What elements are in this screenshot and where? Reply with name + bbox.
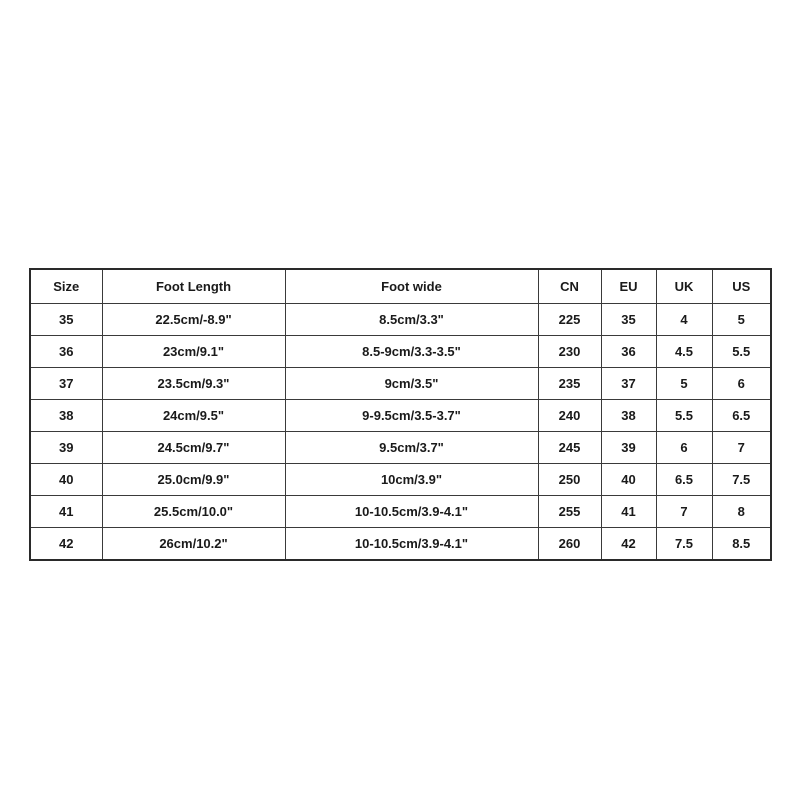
cell-foot-wide: 10-10.5cm/3.9-4.1" <box>285 496 538 528</box>
header-foot-wide: Foot wide <box>285 269 538 304</box>
cell-foot-wide: 10cm/3.9" <box>285 464 538 496</box>
cell-foot-length: 24cm/9.5" <box>102 400 285 432</box>
header-uk: UK <box>656 269 712 304</box>
cell-size: 38 <box>30 400 102 432</box>
cell-us: 5 <box>712 304 771 336</box>
cell-foot-length: 24.5cm/9.7" <box>102 432 285 464</box>
cell-uk: 4.5 <box>656 336 712 368</box>
table-row <box>30 496 771 528</box>
cell-foot-wide: 8.5-9cm/3.3-3.5" <box>285 336 538 368</box>
cell-us: 7.5 <box>712 464 771 496</box>
header-size: Size <box>30 269 102 304</box>
cell-foot-length: 25.0cm/9.9" <box>102 464 285 496</box>
cell-uk: 6.5 <box>656 464 712 496</box>
cell-eu: 39 <box>601 432 656 464</box>
cell-cn: 255 <box>538 496 601 528</box>
cell-us: 6 <box>712 368 771 400</box>
cell-cn: 245 <box>538 432 601 464</box>
cell-us: 8.5 <box>712 528 771 561</box>
cell-foot-wide: 9cm/3.5" <box>285 368 538 400</box>
cell-size: 37 <box>30 368 102 400</box>
cell-foot-wide: 9-9.5cm/3.5-3.7" <box>285 400 538 432</box>
header-us: US <box>712 269 771 304</box>
cell-foot-length: 23.5cm/9.3" <box>102 368 285 400</box>
cell-uk: 5.5 <box>656 400 712 432</box>
cell-foot-length: 25.5cm/10.0" <box>102 496 285 528</box>
cell-cn: 230 <box>538 336 601 368</box>
table-row <box>30 304 771 336</box>
cell-size: 39 <box>30 432 102 464</box>
cell-eu: 40 <box>601 464 656 496</box>
cell-cn: 240 <box>538 400 601 432</box>
cell-foot-length: 22.5cm/-8.9" <box>102 304 285 336</box>
cell-eu: 41 <box>601 496 656 528</box>
table-row <box>30 368 771 400</box>
cell-eu: 42 <box>601 528 656 561</box>
table-row <box>30 528 771 561</box>
header-eu: EU <box>601 269 656 304</box>
cell-cn: 225 <box>538 304 601 336</box>
cell-cn: 260 <box>538 528 601 561</box>
cell-size: 35 <box>30 304 102 336</box>
cell-foot-wide: 9.5cm/3.7" <box>285 432 538 464</box>
cell-us: 8 <box>712 496 771 528</box>
cell-cn: 235 <box>538 368 601 400</box>
cell-cn: 250 <box>538 464 601 496</box>
cell-eu: 35 <box>601 304 656 336</box>
size-chart-table <box>29 268 772 561</box>
cell-foot-wide: 10-10.5cm/3.9-4.1" <box>285 528 538 561</box>
cell-uk: 4 <box>656 304 712 336</box>
cell-eu: 36 <box>601 336 656 368</box>
cell-size: 42 <box>30 528 102 561</box>
cell-size: 41 <box>30 496 102 528</box>
cell-uk: 7 <box>656 496 712 528</box>
cell-uk: 6 <box>656 432 712 464</box>
cell-uk: 7.5 <box>656 528 712 561</box>
cell-eu: 37 <box>601 368 656 400</box>
cell-us: 7 <box>712 432 771 464</box>
table-row <box>30 432 771 464</box>
size-chart-container <box>29 268 770 549</box>
cell-us: 6.5 <box>712 400 771 432</box>
table-row <box>30 400 771 432</box>
cell-eu: 38 <box>601 400 656 432</box>
cell-size: 40 <box>30 464 102 496</box>
header-foot-length: Foot Length <box>102 269 285 304</box>
table-row <box>30 336 771 368</box>
cell-uk: 5 <box>656 368 712 400</box>
cell-size: 36 <box>30 336 102 368</box>
cell-foot-wide: 8.5cm/3.3" <box>285 304 538 336</box>
table-header-row <box>30 269 771 304</box>
cell-us: 5.5 <box>712 336 771 368</box>
cell-foot-length: 23cm/9.1" <box>102 336 285 368</box>
table-row <box>30 464 771 496</box>
cell-foot-length: 26cm/10.2" <box>102 528 285 561</box>
header-cn: CN <box>538 269 601 304</box>
